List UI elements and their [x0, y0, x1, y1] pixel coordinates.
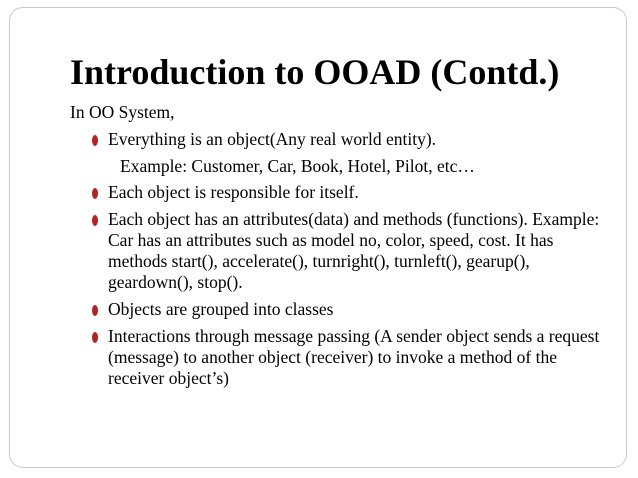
bullet-list-continued [70, 182, 610, 389]
bullet-item [70, 299, 608, 320]
slide-title: Introduction to OOAD (Contd.) [70, 52, 560, 92]
bullet-item [70, 129, 608, 150]
bullet-sub-text: Example: Customer, Car, Book, Hotel, Pilot, etc… [120, 156, 475, 176]
slide-body [70, 102, 610, 395]
bullet-icon [92, 188, 98, 199]
bullet-text: Each object is responsible for itself. [108, 182, 359, 202]
bullet-text: Objects are grouped into classes [108, 299, 334, 319]
bullet-item [70, 209, 608, 293]
bullet-icon [92, 332, 98, 343]
bullet-icon [92, 135, 98, 146]
bullet-text: Everything is an object(Any real world entity). [108, 129, 437, 149]
bullet-item [70, 326, 608, 389]
bullet-list [70, 129, 610, 150]
bullet-text: Each object has an attributes(data) and methods (functions). Example: Car has an attributes such as model no, color, speed, cost. It has methods start(), accelerate(), turnright(), turnleft(), gearup(), geardown(), stop(). [108, 209, 600, 292]
bullet-text: Interactions through message passing (A sender object sends a request (message) to another object (receiver) to invoke a method of the receiver object’s) [108, 326, 600, 388]
bullet-icon [92, 305, 98, 316]
intro-text: In OO System, [70, 102, 175, 122]
bullet-icon [92, 215, 98, 226]
bullet-item [70, 182, 608, 203]
